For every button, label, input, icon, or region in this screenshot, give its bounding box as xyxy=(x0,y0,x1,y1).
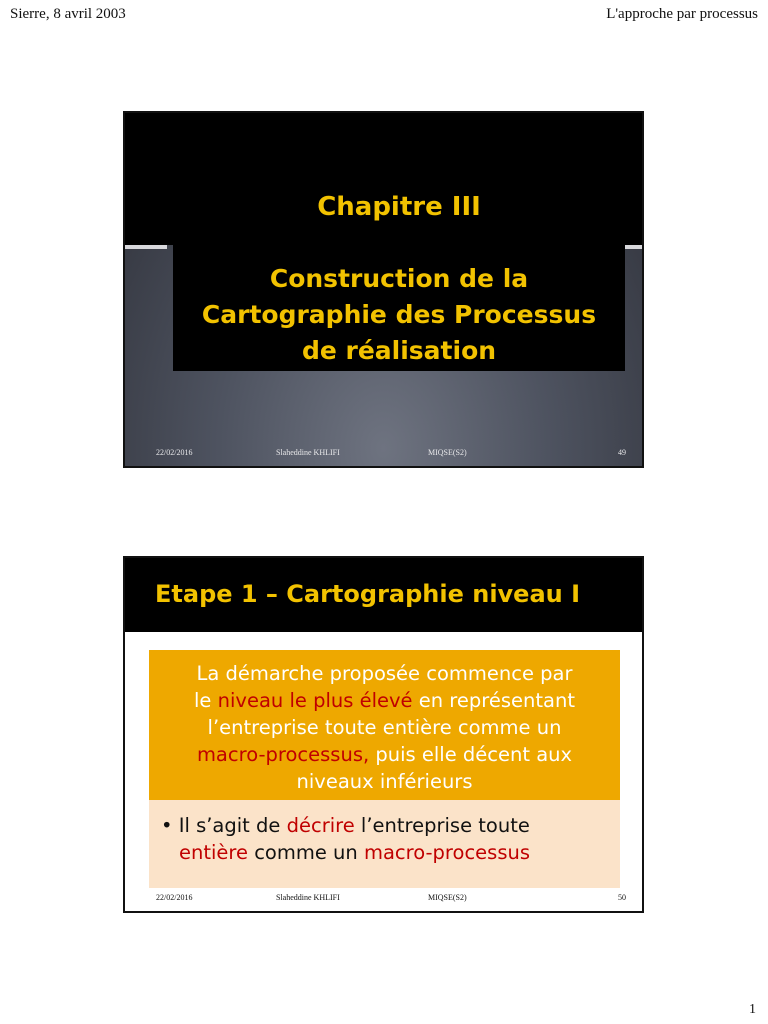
title-box xyxy=(173,175,625,371)
box-text: puis elle décent aux xyxy=(369,743,573,766)
subtitle-line-3: de réalisation xyxy=(301,336,497,365)
box-text: en représentant xyxy=(412,689,575,712)
subtitle-line-2: Cartographie des Processus xyxy=(201,300,597,329)
chapter-title: Chapitre III xyxy=(317,192,481,222)
left-band-tick xyxy=(125,245,167,249)
box-text: le xyxy=(194,689,218,712)
footer-slide-number: 49 xyxy=(618,448,626,457)
box-line-5: niveaux inférieurs xyxy=(296,770,473,793)
footer-author: Slaheddine KHLIFI xyxy=(276,448,340,457)
subtitle-line-1: Construction de la xyxy=(269,264,529,293)
slide-49 xyxy=(123,111,644,468)
bullet-text: comme un xyxy=(248,841,364,864)
box-line-1: La démarche proposée commence par xyxy=(196,662,573,685)
emphasis-text: niveau le plus élevé xyxy=(217,689,413,712)
bullet-text: • Il s’agit de xyxy=(161,814,287,837)
slide-header-band xyxy=(125,558,642,632)
box-line-4 xyxy=(161,741,608,768)
footer-course: MIQSE(S2) xyxy=(428,448,467,457)
footer-course: MIQSE(S2) xyxy=(428,893,467,902)
bullet-line-1 xyxy=(161,812,608,839)
footer-date: 22/02/2016 xyxy=(156,448,193,457)
bullet-text: l’entreprise toute xyxy=(354,814,530,837)
slide-heading: Etape 1 – Cartographie niveau I xyxy=(155,580,581,608)
footer-slide-number: 50 xyxy=(618,893,626,902)
chapter-subtitle xyxy=(173,261,625,369)
bullet-box xyxy=(149,800,620,888)
box-line-2 xyxy=(161,687,608,714)
slide-footer xyxy=(125,448,642,462)
bullet-line-2 xyxy=(161,839,608,866)
highlight-box xyxy=(149,650,620,800)
footer-author: Slaheddine KHLIFI xyxy=(276,893,340,902)
emphasis-text: macro-processus, xyxy=(196,743,370,766)
emphasis-text: décrire xyxy=(286,814,355,837)
emphasis-text: macro-processus xyxy=(363,841,531,864)
footer-date: 22/02/2016 xyxy=(156,893,193,902)
emphasis-text: entière xyxy=(179,841,249,864)
slide-footer xyxy=(125,893,642,907)
box-line-3: l’entreprise toute entière comme un xyxy=(207,716,562,739)
page-header-right: L'approche par processus xyxy=(606,6,758,22)
page-header-left: Sierre, 8 avril 2003 xyxy=(10,6,126,22)
slide-50 xyxy=(123,556,644,913)
page-number: 1 xyxy=(749,1002,756,1017)
